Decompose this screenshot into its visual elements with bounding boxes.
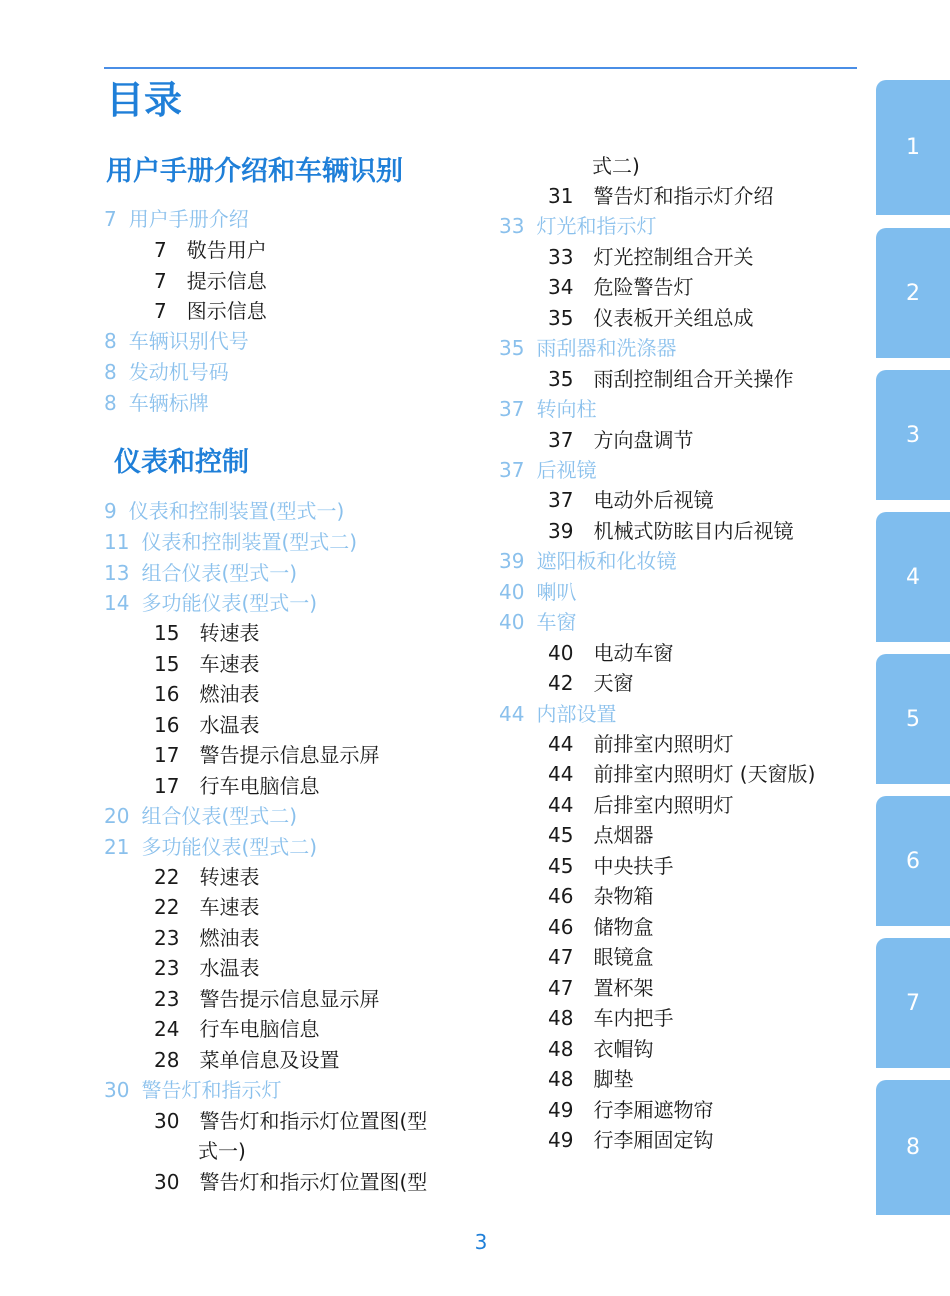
toc-label: 转速表: [199, 865, 260, 889]
toc-section-entry[interactable]: [499, 547, 676, 575]
toc-page-number: 7: [154, 238, 167, 262]
page-title: 目录: [106, 78, 183, 122]
toc-page-number: 44: [548, 793, 574, 817]
toc-entry[interactable]: [548, 1065, 633, 1093]
toc-page-number: 48: [548, 1067, 574, 1091]
toc-section-entry[interactable]: [104, 358, 229, 386]
toc-label: 仪表和控制装置(型式一): [128, 499, 345, 523]
toc-label: 危险警告灯: [593, 275, 694, 299]
section-title-instruments: 仪表和控制: [114, 447, 249, 478]
toc-page-number: 22: [154, 865, 180, 889]
page-number: 3: [474, 1230, 488, 1254]
toc-page-number: 39: [499, 549, 525, 573]
toc-label: 车内把手: [593, 1006, 674, 1030]
toc-page-number: 23: [154, 987, 180, 1011]
toc-label: 车辆标牌: [128, 391, 209, 415]
toc-page-number: 48: [548, 1006, 574, 1030]
toc-label: 行李厢遮物帘: [593, 1098, 714, 1122]
toc-section-entry[interactable]: [499, 334, 676, 362]
toc-page-number: 47: [548, 976, 574, 1000]
toc-label: 燃油表: [199, 682, 260, 706]
toc-page-number: 17: [154, 774, 180, 798]
toc-entry[interactable]: [154, 267, 267, 295]
toc-page-number: 23: [154, 926, 180, 950]
toc-entry[interactable]: [154, 236, 267, 264]
toc-page-number: 35: [499, 336, 525, 360]
toc-entry[interactable]: [548, 486, 713, 514]
toc-section-entry[interactable]: [104, 589, 317, 617]
toc-label: 用户手册介绍: [128, 207, 249, 231]
toc-label: 内部设置: [536, 702, 617, 726]
top-rule: [104, 67, 857, 69]
toc-page-number: 7: [154, 269, 167, 293]
toc-label: 组合仪表(型式二): [141, 804, 298, 828]
toc-section-entry[interactable]: [104, 802, 297, 830]
toc-entry[interactable]: [154, 1168, 427, 1196]
toc-entry[interactable]: [548, 426, 693, 454]
toc-label: 多功能仪表(型式二): [141, 835, 318, 859]
toc-page-number: 48: [548, 1037, 574, 1061]
toc-label: 仪表板开关组总成: [593, 306, 754, 330]
toc-label: 灯光控制组合开关: [593, 245, 754, 269]
toc-section-entry[interactable]: [104, 528, 357, 556]
toc-label: 仪表和控制装置(型式二): [141, 530, 358, 554]
toc-page-number: 47: [548, 945, 574, 969]
toc-page-number: 15: [154, 652, 180, 676]
toc-entry[interactable]: [548, 974, 653, 1002]
toc-page-number: 11: [104, 530, 130, 554]
chapter-tab-2[interactable]: 2: [876, 228, 950, 358]
chapter-tab-5[interactable]: 5: [876, 654, 950, 784]
toc-label: 点烟器: [593, 823, 654, 847]
toc-page-number: 7: [154, 299, 167, 323]
toc-label: 多功能仪表(型式一): [141, 591, 318, 615]
toc-page-number: 44: [548, 762, 574, 786]
toc-page-number: 33: [499, 214, 525, 238]
toc-page-number: 15: [154, 621, 180, 645]
toc-entry[interactable]: [154, 924, 259, 952]
toc-section-entry[interactable]: [104, 205, 249, 233]
toc-section-entry[interactable]: [104, 327, 249, 355]
toc-section-entry[interactable]: [104, 559, 297, 587]
toc-entry-continuation: [592, 152, 640, 180]
chapter-tab-6[interactable]: 6: [876, 796, 950, 926]
toc-label: 雨刮器和洗涤器: [536, 336, 677, 360]
toc-page-number: 22: [154, 895, 180, 919]
toc-entry[interactable]: [548, 760, 815, 788]
toc-entry-continuation: [198, 1137, 246, 1165]
chapter-tab-7[interactable]: 7: [876, 938, 950, 1068]
toc-label: 置杯架: [593, 976, 654, 1000]
chapter-tab-3[interactable]: 3: [876, 370, 950, 500]
toc-page-number: 35: [548, 306, 574, 330]
toc-page-number: 37: [548, 428, 574, 452]
toc-label: 眼镜盒: [593, 945, 654, 969]
toc-page-number: 16: [154, 713, 180, 737]
toc-page-number: 40: [499, 580, 525, 604]
toc-label: 方向盘调节: [593, 428, 694, 452]
toc-label: 杂物箱: [593, 884, 654, 908]
toc-label: 后排室内照明灯: [593, 793, 734, 817]
toc-label: 敬告用户: [186, 238, 267, 262]
toc-entry[interactable]: [548, 852, 673, 880]
toc-label: 水温表: [199, 956, 260, 980]
toc-entry[interactable]: [548, 243, 753, 271]
toc-entry[interactable]: [154, 985, 379, 1013]
toc-page-number: 44: [499, 702, 525, 726]
toc-entry[interactable]: [154, 954, 259, 982]
toc-label: 提示信息: [186, 269, 267, 293]
toc-entry[interactable]: [548, 669, 633, 697]
toc-page-number: 21: [104, 835, 130, 859]
toc-label: 衣帽钩: [593, 1037, 654, 1061]
toc-entry[interactable]: [548, 882, 653, 910]
toc-page-number: 30: [154, 1170, 180, 1194]
toc-section-entry[interactable]: [499, 212, 656, 240]
toc-label: 雨刮控制组合开关操作: [593, 367, 794, 391]
toc-entry[interactable]: [548, 639, 673, 667]
toc-label: 储物盒: [593, 915, 654, 939]
toc-page-number: 16: [154, 682, 180, 706]
toc-label: 车速表: [199, 895, 260, 919]
chapter-tab-8[interactable]: 8: [876, 1080, 950, 1215]
toc-page-number: 9: [104, 499, 117, 523]
toc-label: 警告提示信息显示屏: [199, 987, 380, 1011]
toc-label: 机械式防眩目内后视镜: [593, 519, 794, 543]
toc-label: 脚垫: [593, 1067, 634, 1091]
toc-label: 组合仪表(型式一): [141, 561, 298, 585]
toc-page-number: 30: [154, 1109, 180, 1133]
chapter-tab-1[interactable]: 1: [876, 80, 950, 215]
toc-section-entry[interactable]: [499, 395, 596, 423]
toc-entry[interactable]: [154, 741, 379, 769]
toc-page-number: 39: [548, 519, 574, 543]
toc-label: 车速表: [199, 652, 260, 676]
toc-label: 水温表: [199, 713, 260, 737]
toc-section-entry[interactable]: [499, 700, 616, 728]
toc-label: 警告灯和指示灯介绍: [593, 184, 774, 208]
toc-label: 前排室内照明灯 (天窗版): [593, 762, 816, 786]
toc-page-number: 49: [548, 1128, 574, 1152]
toc-label: 电动外后视镜: [593, 488, 714, 512]
toc-label: 行李厢固定钩: [593, 1128, 714, 1152]
toc-section-entry[interactable]: [104, 497, 344, 525]
toc-page-number: 13: [104, 561, 130, 585]
toc-page-number: 8: [104, 329, 117, 353]
toc-label: 转向柱: [536, 397, 597, 421]
toc-page-number: 8: [104, 360, 117, 384]
toc-entry[interactable]: [154, 1015, 319, 1043]
toc-label: 式二): [592, 154, 640, 178]
toc-page-number: 33: [548, 245, 574, 269]
toc-label: 菜单信息及设置: [199, 1048, 340, 1072]
toc-label: 遮阳板和化妆镜: [536, 549, 677, 573]
toc-page-number: 45: [548, 823, 574, 847]
toc-page-number: 44: [548, 732, 574, 756]
toc-section-entry[interactable]: [104, 833, 317, 861]
toc-label: 燃油表: [199, 926, 260, 950]
toc-page-number: 35: [548, 367, 574, 391]
toc-page-number: 46: [548, 884, 574, 908]
toc-label: 转速表: [199, 621, 260, 645]
toc-label: 后视镜: [536, 458, 597, 482]
toc-entry[interactable]: [154, 711, 259, 739]
toc-label: 电动车窗: [593, 641, 674, 665]
toc-label: 喇叭: [536, 580, 577, 604]
toc-label: 警告灯和指示灯: [141, 1078, 282, 1102]
toc-entry[interactable]: [548, 913, 653, 941]
toc-label: 车窗: [536, 610, 577, 634]
toc-entry[interactable]: [154, 1107, 427, 1135]
toc-page-number: 37: [499, 458, 525, 482]
toc-page-number: 24: [154, 1017, 180, 1041]
toc-entry[interactable]: [548, 365, 793, 393]
toc-entry[interactable]: [154, 1046, 339, 1074]
toc-entry[interactable]: [548, 304, 753, 332]
toc-entry[interactable]: [548, 182, 773, 210]
toc-label: 前排室内照明灯: [593, 732, 734, 756]
toc-entry[interactable]: [548, 943, 653, 971]
toc-page-number: 40: [499, 610, 525, 634]
toc-entry[interactable]: [548, 1004, 673, 1032]
toc-label: 式一): [198, 1139, 246, 1163]
toc-section-entry[interactable]: [104, 1076, 281, 1104]
toc-entry[interactable]: [548, 821, 653, 849]
toc-page-number: 8: [104, 391, 117, 415]
toc-entry[interactable]: [154, 893, 259, 921]
toc-label: 行车电脑信息: [199, 774, 320, 798]
toc-section-entry[interactable]: [499, 578, 576, 606]
toc-entry[interactable]: [548, 1035, 653, 1063]
toc-label: 中央扶手: [593, 854, 674, 878]
toc-page-number: 7: [104, 207, 117, 231]
toc-label: 天窗: [593, 671, 634, 695]
chapter-tab-4[interactable]: 4: [876, 512, 950, 642]
toc-page-number: 20: [104, 804, 130, 828]
toc-entry[interactable]: [154, 863, 259, 891]
toc-entry[interactable]: [548, 730, 733, 758]
toc-entry[interactable]: [548, 517, 793, 545]
toc-label: 警告提示信息显示屏: [199, 743, 380, 767]
toc-page-number: 37: [499, 397, 525, 421]
toc-entry[interactable]: [548, 1096, 713, 1124]
toc-page-number: 46: [548, 915, 574, 939]
toc-page-number: 49: [548, 1098, 574, 1122]
toc-entry[interactable]: [548, 273, 693, 301]
toc-page-number: 14: [104, 591, 130, 615]
toc-label: 车辆识别代号: [128, 329, 249, 353]
toc-entry[interactable]: [548, 1126, 713, 1154]
toc-page-number: 31: [548, 184, 574, 208]
toc-page-number: 30: [104, 1078, 130, 1102]
toc-label: 灯光和指示灯: [536, 214, 657, 238]
toc-entry[interactable]: [154, 772, 319, 800]
toc-page-number: 37: [548, 488, 574, 512]
toc-label: 发动机号码: [128, 360, 229, 384]
toc-label: 图示信息: [186, 299, 267, 323]
toc-page-number: 40: [548, 641, 574, 665]
toc-label: 警告灯和指示灯位置图(型: [199, 1109, 428, 1133]
toc-page-number: 23: [154, 956, 180, 980]
toc-section-entry[interactable]: [499, 456, 596, 484]
toc-page-number: 45: [548, 854, 574, 878]
toc-page-number: 28: [154, 1048, 180, 1072]
toc-entry[interactable]: [154, 297, 267, 325]
toc-page-number: 17: [154, 743, 180, 767]
toc-section-entry[interactable]: [104, 389, 209, 417]
toc-entry[interactable]: [548, 791, 733, 819]
toc-entry[interactable]: [154, 680, 259, 708]
toc-section-entry[interactable]: [499, 608, 576, 636]
section-title-intro: 用户手册介绍和车辆识别: [106, 156, 403, 187]
toc-page-number: 34: [548, 275, 574, 299]
toc-label: 行车电脑信息: [199, 1017, 320, 1041]
toc-page-number: 42: [548, 671, 574, 695]
toc-entry[interactable]: [154, 619, 259, 647]
toc-entry[interactable]: [154, 650, 259, 678]
toc-label: 警告灯和指示灯位置图(型: [199, 1170, 428, 1194]
